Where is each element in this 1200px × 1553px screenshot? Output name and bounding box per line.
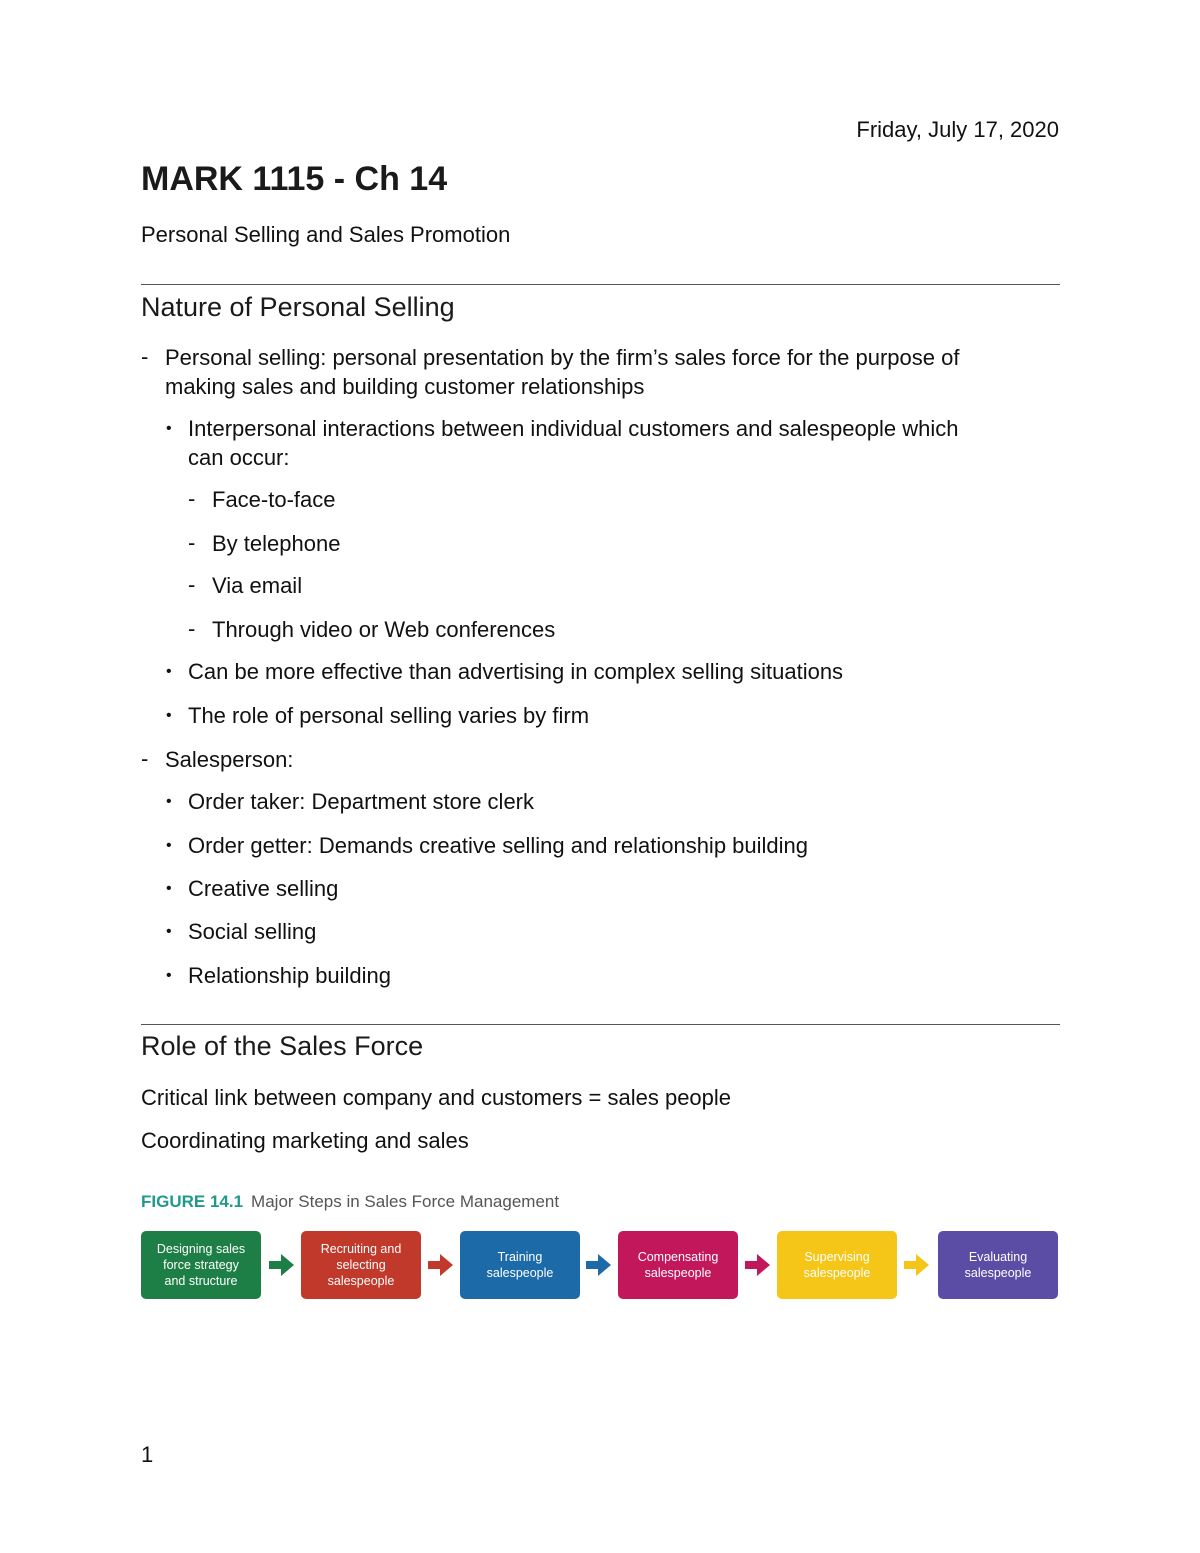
dash-marker: - — [188, 530, 196, 555]
list-item-text: The role of personal selling varies by firm — [188, 703, 590, 728]
list-item-text: Salesperson: — [165, 747, 294, 772]
step-box — [460, 1231, 580, 1299]
dash-marker: - — [141, 746, 149, 771]
arrow-right-icon — [265, 1249, 297, 1281]
arrow-right-icon — [424, 1249, 456, 1281]
section-heading-role: Role of the Sales Force — [141, 1031, 424, 1061]
figure-number: FIGURE 14.1 — [141, 1192, 244, 1211]
bullet-marker: • — [166, 420, 172, 437]
list-item-text: By telephone — [212, 531, 341, 556]
figure-caption — [141, 1192, 559, 1212]
sales-force-steps-diagram — [141, 1231, 1060, 1299]
step-label: Designing sales force strategy and structure — [156, 1242, 246, 1288]
bullet-marker: • — [166, 793, 172, 810]
step-label: Recruiting and selecting salespeople — [320, 1242, 402, 1288]
dash-marker: - — [188, 572, 196, 597]
list-item-text: Interpersonal interactions between individual customers and salespeople which — [188, 416, 959, 441]
step-label: Supervising salespeople — [803, 1250, 871, 1280]
bullet-marker: • — [166, 707, 172, 724]
list-item-text: Social selling — [188, 919, 317, 944]
list-item-text: can occur: — [188, 445, 290, 470]
step-label: Training salespeople — [486, 1250, 554, 1280]
document-subtitle: Personal Selling and Sales Promotion — [141, 222, 511, 247]
dash-marker: - — [188, 616, 196, 641]
list-item-text: Order taker: Department store clerk — [188, 789, 535, 814]
dash-marker: - — [141, 344, 149, 369]
step-box — [301, 1231, 421, 1299]
bullet-marker: • — [166, 923, 172, 940]
bullet-marker: • — [166, 663, 172, 680]
paragraph: Coordinating marketing and sales — [141, 1128, 469, 1153]
arrow-right-icon — [900, 1249, 932, 1281]
list-item-text: Relationship building — [188, 963, 392, 988]
figure-title: Major Steps in Sales Force Management — [251, 1192, 560, 1211]
document-title: MARK 1115 - Ch 14 — [141, 160, 448, 198]
step-box — [618, 1231, 738, 1299]
section-heading-nature: Nature of Personal Selling — [141, 292, 455, 322]
list-item-text: making sales and building customer relationships — [165, 374, 645, 399]
arrow-right-icon — [741, 1249, 773, 1281]
list-item-text: Can be more effective than advertising in complex selling situations — [188, 659, 844, 684]
section-divider — [141, 284, 1060, 285]
section-divider — [141, 1024, 1060, 1025]
bullet-marker: • — [166, 880, 172, 897]
bullet-marker: • — [166, 967, 172, 984]
page-number: 1 — [141, 1442, 154, 1467]
list-item-text: Creative selling — [188, 876, 339, 901]
paragraph: Critical link between company and customers = sales people — [141, 1085, 732, 1110]
list-item-text: Through video or Web conferences — [212, 617, 556, 642]
document-date: Friday, July 17, 2020 — [856, 117, 1059, 142]
list-item-text: Face-to-face — [212, 487, 336, 512]
step-label: Compensating salespeople — [637, 1250, 719, 1280]
list-item-text: Via email — [212, 573, 303, 598]
step-box — [141, 1231, 261, 1299]
dash-marker: - — [188, 486, 196, 511]
step-label: Evaluating salespeople — [964, 1250, 1032, 1280]
bullet-marker: • — [166, 837, 172, 854]
step-box — [938, 1231, 1058, 1299]
list-item-text: Personal selling: personal presentation by the firm’s sales force for the purpose of — [165, 345, 960, 370]
list-item-text: Order getter: Demands creative selling and relationship building — [188, 833, 809, 858]
arrow-right-icon — [582, 1249, 614, 1281]
step-box — [777, 1231, 897, 1299]
